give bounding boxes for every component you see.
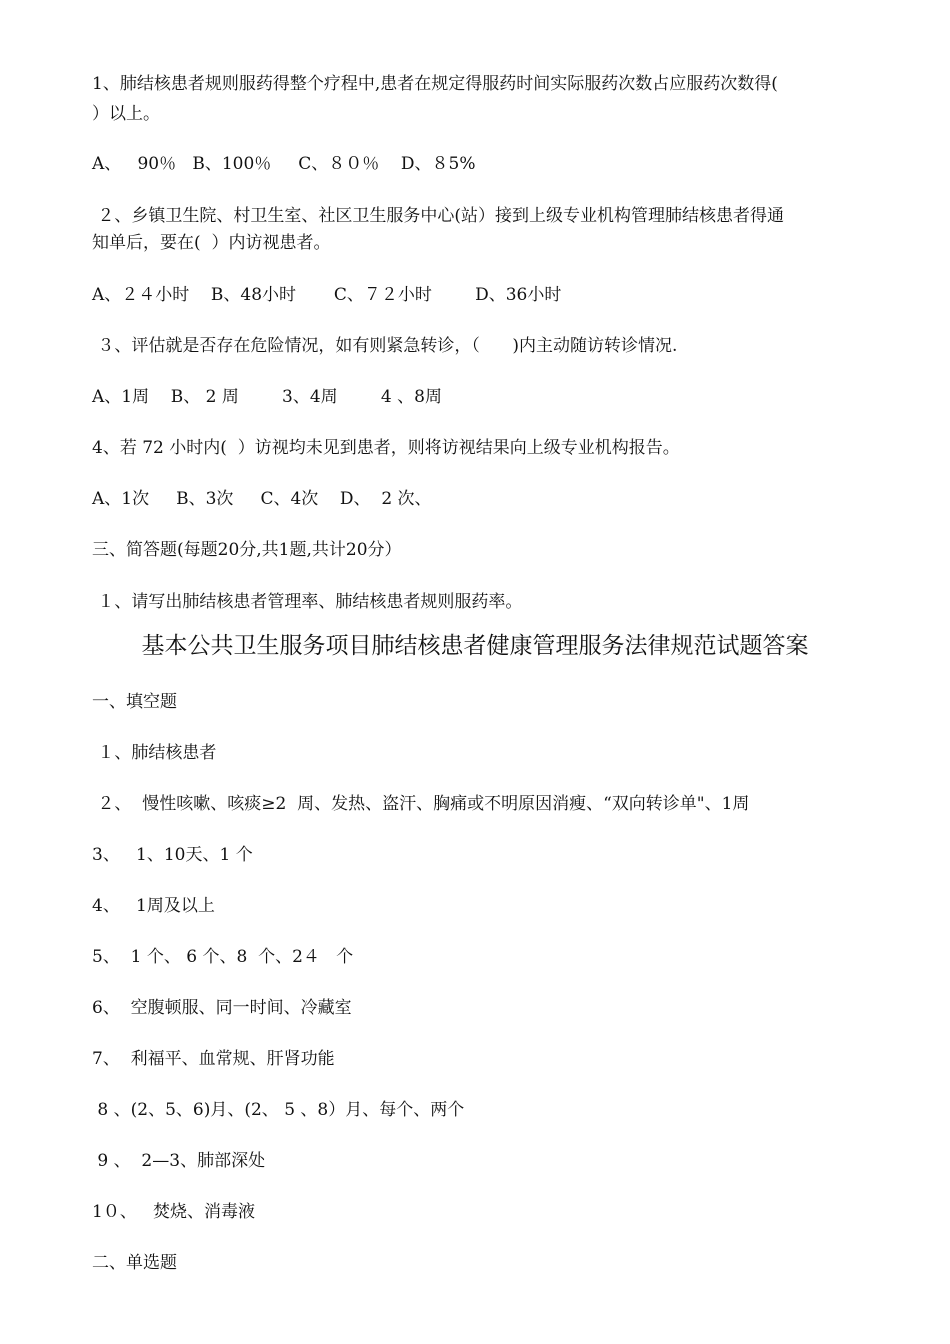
question-4-line-1: 4、若 72 小时内( ）访视均未见到患者，则将访视结果向上级专业机构报告。 xyxy=(92,438,680,458)
answer-item: ２、 慢性咳嗽、咳痰≥2 周、发热、盗汗、胸痛或不明原因消瘦、“双向转诊单"、1周 xyxy=(92,794,750,814)
answers-title: 基本公共卫生服务项目肺结核患者健康管理服务法律规范试题答案 xyxy=(141,633,809,659)
question-1-options: A、 90％ B、100％ C、８０％ D、８5% xyxy=(92,154,476,174)
section-3-heading: 三、简答题(每题20分,共1题,共计20分） xyxy=(92,540,402,560)
question-2-line-2: 知单后，要在( ）内访视患者。 xyxy=(92,233,331,253)
answer-item: 1０、 焚烧、消毒液 xyxy=(92,1202,256,1222)
question-1-line-1: 1、肺结核患者规则服药得整个疗程中,患者在规定得服药时间实际服药次数占应服药次数得( xyxy=(92,74,778,94)
question-4-options: A、1次 B、3次 C、4次 D、 2 次、 xyxy=(92,489,432,509)
answers-section-1-heading: 一、填空题 xyxy=(92,692,177,712)
answer-item: 8 、(2、5、6)月、(2、 5 、8）月、每个、两个 xyxy=(92,1100,465,1120)
answer-item: 9 、 2—3、肺部深处 xyxy=(92,1151,266,1171)
question-3-options: A、1周 B、 2 周 3、4周 4 、8周 xyxy=(92,387,442,407)
answer-item: 7、 利福平、血常规、肝肾功能 xyxy=(92,1049,335,1069)
question-2-options: A、２４小时 B、48小时 C、７２小时 D、36小时 xyxy=(92,285,562,305)
answer-item: 4、 1周及以上 xyxy=(92,896,215,916)
question-3-line-1: ３、评估就是否存在危险情况，如有则紧急转诊，（ )内主动随访转诊情况. xyxy=(92,336,678,356)
answer-item: 5、 1 个、 6 个、8 个、2４ 个 xyxy=(92,947,354,967)
answer-item: １、肺结核患者 xyxy=(92,743,217,763)
section-3-question-1: １、请写出肺结核患者管理率、肺结核患者规则服药率。 xyxy=(92,592,523,612)
answers-section-2-heading: 二、单选题 xyxy=(92,1253,177,1273)
answer-item: 3、 1、10天、1 个 xyxy=(92,845,253,865)
question-2-line-1: ２、乡镇卫生院、村卫生室、社区卫生服务中心(站）接到上级专业机构管理肺结核患者得通 xyxy=(92,206,785,226)
answer-item: 6、 空腹顿服、同一时间、冷藏室 xyxy=(92,998,352,1018)
question-1-line-2: ）以上。 xyxy=(92,104,160,124)
